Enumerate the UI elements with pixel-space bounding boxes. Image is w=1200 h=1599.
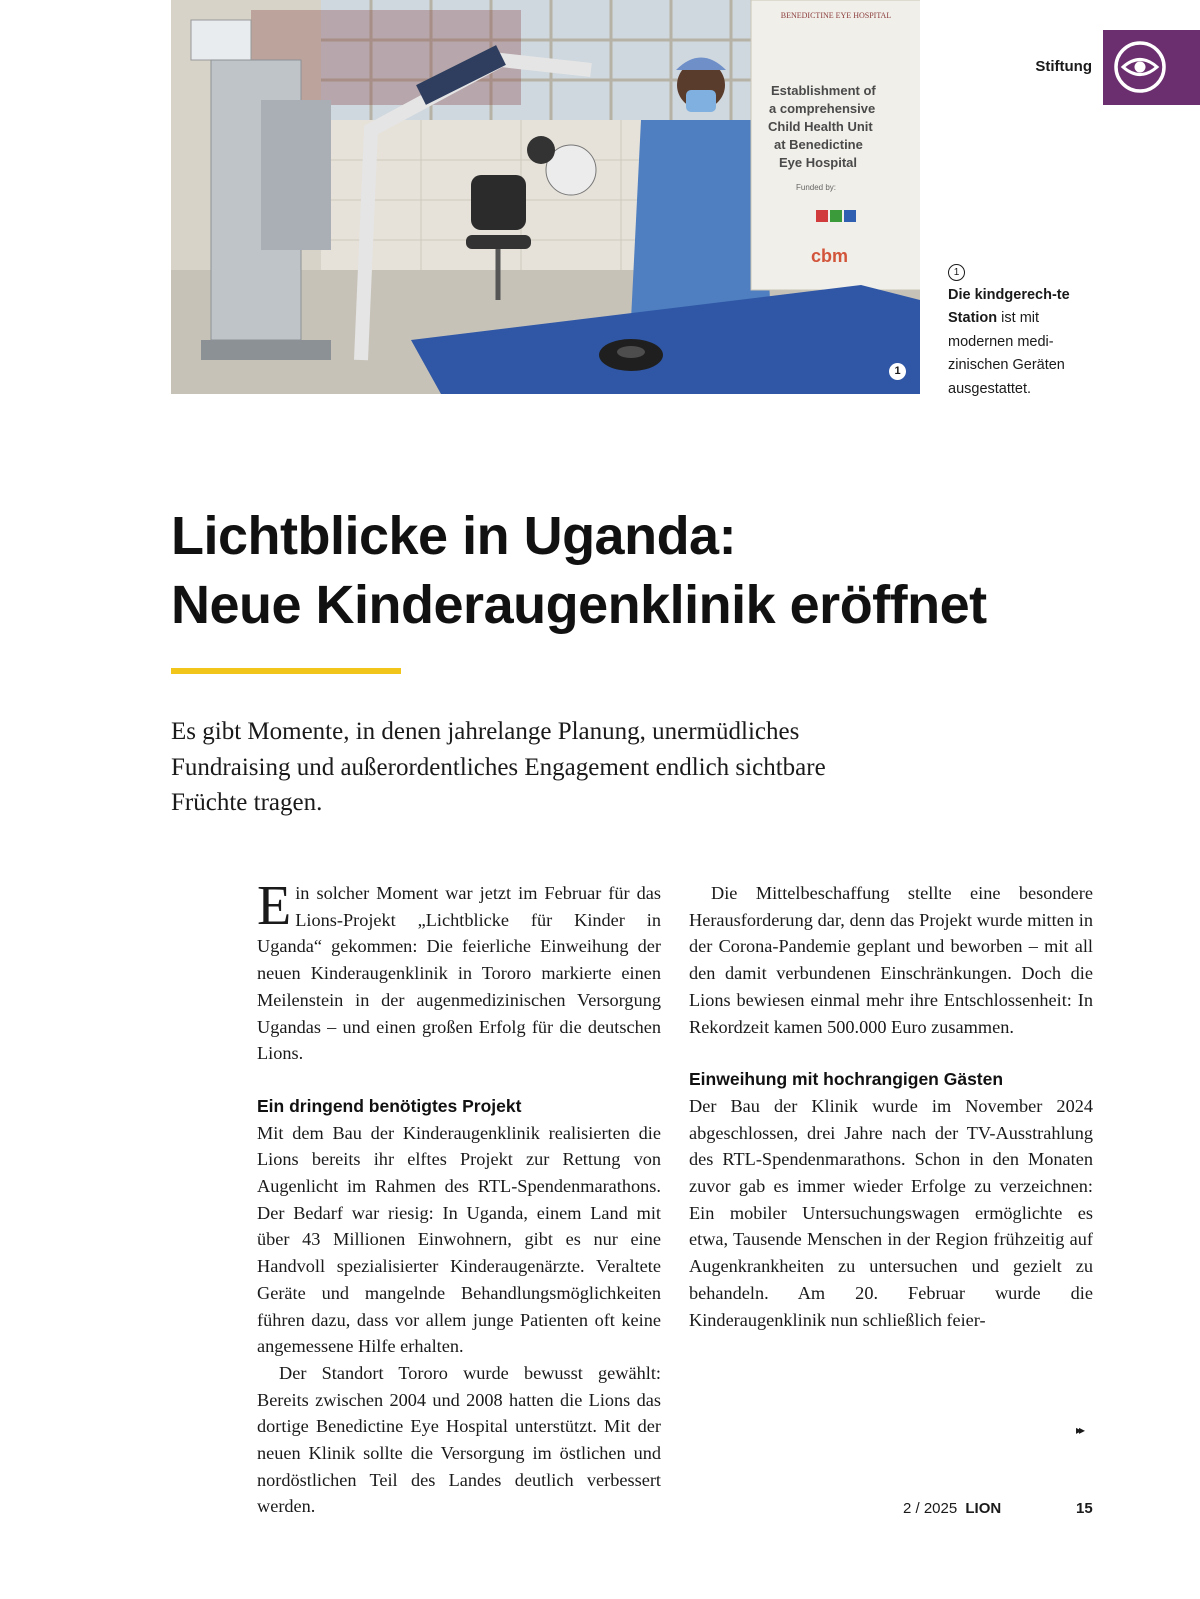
accent-rule [171, 668, 401, 674]
paragraph-3: Der Standort Tororo wurde bewusst gewählt: Bereits zwischen 2004 und 2008 hatten die Lions das dortige Benedictine Eye Hospital unterstützt. Mit der neuen Klinik sollte die Versorgung im östlichen und nordöstlichen Teil des Landes deutlich verbessert werden. [257, 1362, 661, 1517]
article-column-right [689, 880, 1093, 1333]
photo-marker: 1 [889, 363, 906, 380]
eye-icon [1103, 30, 1200, 105]
clinic-photo-illustration [171, 0, 920, 394]
banner-line-4: at Benedictine [774, 137, 863, 152]
photo-caption [948, 260, 1098, 401]
paragraph-2: Mit dem Bau der Kinderaugenklinik realisierten die Lions bereits ihr elftes Projekt zur Rettung von Augenlicht im Rahmen des RTL-Spendenmarathons. Der Bedarf war riesig: In Uganda, einem Land mit über 43 Millionen Einwohnern, gibt es nur eine Handvoll spezialisierter Kinderaugenärzte. Veraltete Geräte und mangelnde Behandlungsmöglichkeiten führen dazu, dass vor allem junge Patienten oft keine angemessene Hilfe erhalten. [257, 1122, 661, 1357]
banner-sponsor: cbm [811, 246, 849, 266]
paragraph-5: Der Bau der Klinik wurde im November 2024 abgeschlossen, drei Jahre nach der TV-Ausstrahlung des RTL-Spendenmarathons. Schon in den Monaten zuvor gab es immer wieder Erfolge zu verzeichnen: Ein mobiler Untersuchungswagen ermöglichte es etwa, Tausende Menschen in der Region frühzeitig auf Augenkrankheiten zu untersuchen und gezielt zu behandeln. Am 20. Februar wurde die Kinderaugenklinik nun schließlich feier- [689, 1095, 1093, 1330]
banner-funded: Funded by: [796, 183, 837, 192]
caption-number: 1 [948, 264, 965, 281]
caption-bold: Die kindgerech-te Station [948, 286, 1070, 326]
headline [171, 502, 1131, 640]
paragraph-1-text: in solcher Moment war jetzt im Februar für das Lions-Projekt „Lichtblicke für Kinder in Uganda“ gekommen: Die feierliche Einweihung der neuen Kinderaugenklinik in Tororo markierte einen Meilenstein in der augenmedizinischen Versorgung Ugandas – und einen großen Erfolg für die deutschen Lions. [257, 883, 661, 1064]
banner-line-5: Eye Hospital [779, 155, 858, 170]
banner-line-2: a comprehensive [769, 101, 876, 116]
paragraph-4: Die Mittelbeschaffung stellte eine besondere Herausforderung dar, denn das Projekt wurde mitten in der Corona-Pandemie geplant und beworben – mit all den damit verbundenen Einschränkungen. Doch die Lions bewiesen einmal mehr ihre Entschlossenheit: In Rekordzeit kamen 500.000 Euro zusammen. [689, 883, 1093, 1037]
headline-line-2: Neue Kinderaugenklinik eröffnet [171, 575, 987, 635]
banner-header: BENEDICTINE EYE HOSPITAL [780, 11, 892, 20]
magazine-name: LION [965, 1500, 1002, 1517]
banner-line-3: Child Health Unit [768, 119, 873, 134]
subheading-2: Einweihung mit hochrangigen Gästen [689, 1069, 1004, 1090]
section-label: Stiftung [1035, 58, 1092, 75]
caption-text: ist mit modernen medi-zinischen Geräten ausgestattet. [948, 310, 1065, 397]
section-badge [1103, 30, 1200, 105]
dropcap: E [257, 875, 292, 937]
footer-issue [903, 1500, 1001, 1518]
continue-arrows-icon: ▸▸ [1076, 1423, 1083, 1437]
subheading-1: Ein dringend benötigtes Projekt [257, 1095, 522, 1116]
article-column-left [257, 875, 661, 1520]
banner-line-1: Establishment of [771, 83, 876, 98]
issue-number: 2 / 2025 [903, 1500, 958, 1517]
lead-paragraph: Es gibt Momente, in denen jahrelange Planung, unermüdliches Fundraising und außerordentliches Engagement endlich sichtbare Früchte tragen. [171, 718, 826, 816]
article-photo [171, 0, 920, 394]
page-number: 15 [1076, 1500, 1093, 1517]
paragraph-1 [257, 875, 661, 1067]
headline-line-1: Lichtblicke in Uganda: [171, 506, 737, 566]
